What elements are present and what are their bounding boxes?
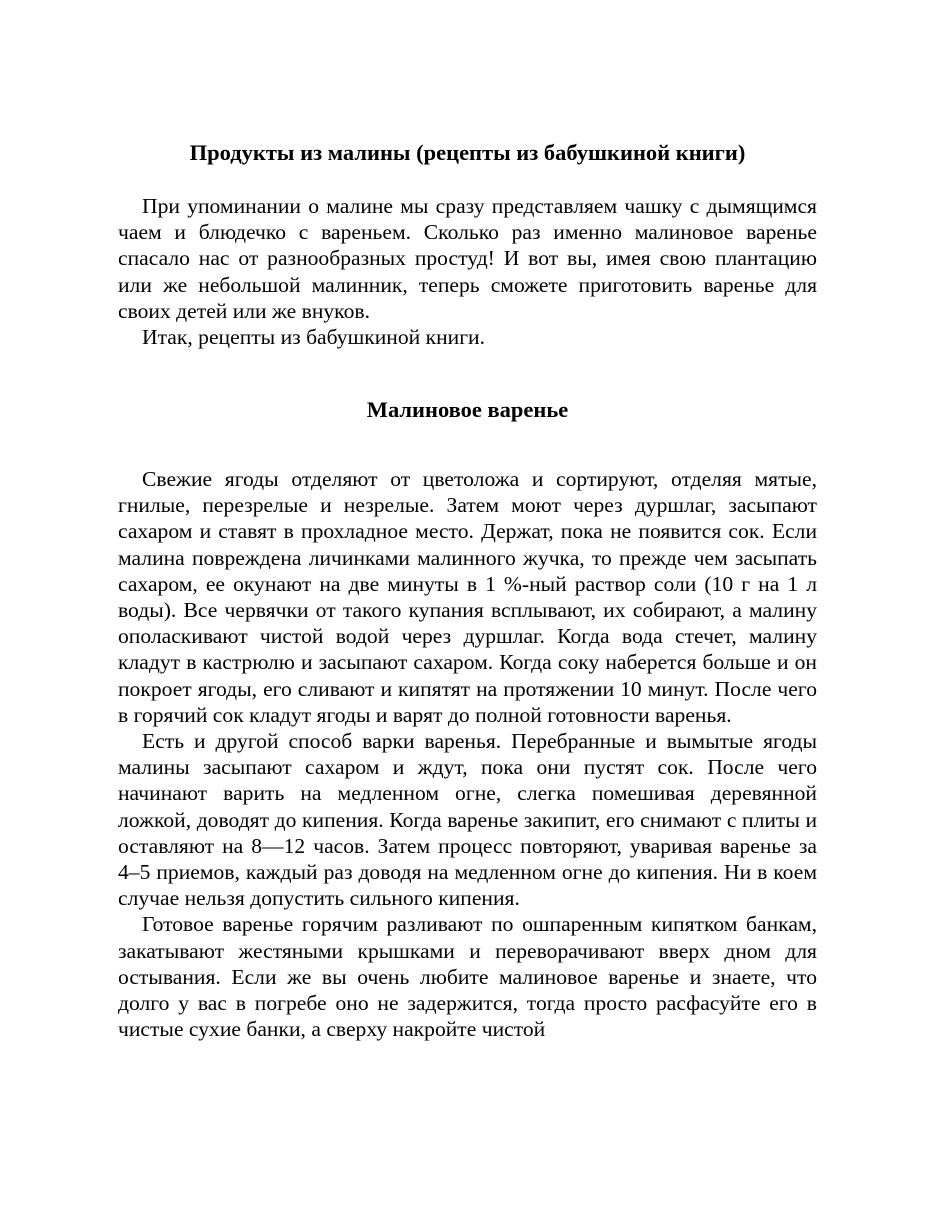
section-title: Малиновое варенье <box>366 397 569 422</box>
intro-section <box>118 193 817 350</box>
recipe-paragraph: Свежие ягоды отделяют от цветоложа и сортируют, отделяя мятые, гнилые, перезрелые и незрелые. Затем моют через дуршлаг, засыпают сахаром и ставят в прохладное место. Держат, пока не появится сок. Если малина повреждена личинками малинного жучка, то прежде чем засыпать сахаром, ее окунают на две минуты в 1 %-ный раствор соли (10 г на 1 л воды). Все червячки от такого купания всплывают, их собирают, а малину ополаскивают чистой водой через дуршлаг. Когда вода стечет, малину кладут в кастрюлю и засыпают сахаром. Когда соку наберется больше и он покроет ягоды, его сливают и кипятят на протяжении 10 минут. После чего в горячий сок кладут ягоды и варят до полной готовности варенья. <box>118 467 817 727</box>
recipe-paragraph: Готовое варенье горячим разливают по ошпаренным кипятком банкам, закатывают жестяными крышками и переворачивают вверх дном для остывания. Если же вы очень любите малиновое варенье и знаете, что долго у вас в погребе оно не задержится, тогда просто расфасуйте его в чистые сухие банки, а сверху накройте чистой <box>118 912 817 1042</box>
intro-paragraph: Итак, рецепты из бабушкиной книги. <box>142 325 486 350</box>
recipe-section <box>118 466 817 1042</box>
intro-paragraph: При упоминании о малине мы сразу представляем чашку с дымящимся чаем и блюдечко с вареньем. Сколько раз именно малиновое варенье спасало нас от разнообразных простуд! И вот вы, имея свою плантацию или же небольшой малинник, теперь сможете приготовить варенье для своих детей или же внуков. <box>118 194 817 323</box>
recipe-paragraph: Есть и другой способ варки варенья. Перебранные и вымытые ягоды малины засыпают сахаром и ждут, пока они пустят сок. После чего начинают варить на медленном огне, слегка помешивая деревянной ложкой, доводят до кипения. Когда варенье закипит, его снимают с плиты и оставляют на 8—12 часов. Затем процесс повторяют, уваривая варенье за 4–5 приемов, каждый раз доводя на медленном огне до кипения. Ни в коем случае нельзя допустить сильного кипения. <box>118 729 817 911</box>
document-title: Продукты из малины (рецепты из бабушкиной книги) <box>189 140 746 165</box>
